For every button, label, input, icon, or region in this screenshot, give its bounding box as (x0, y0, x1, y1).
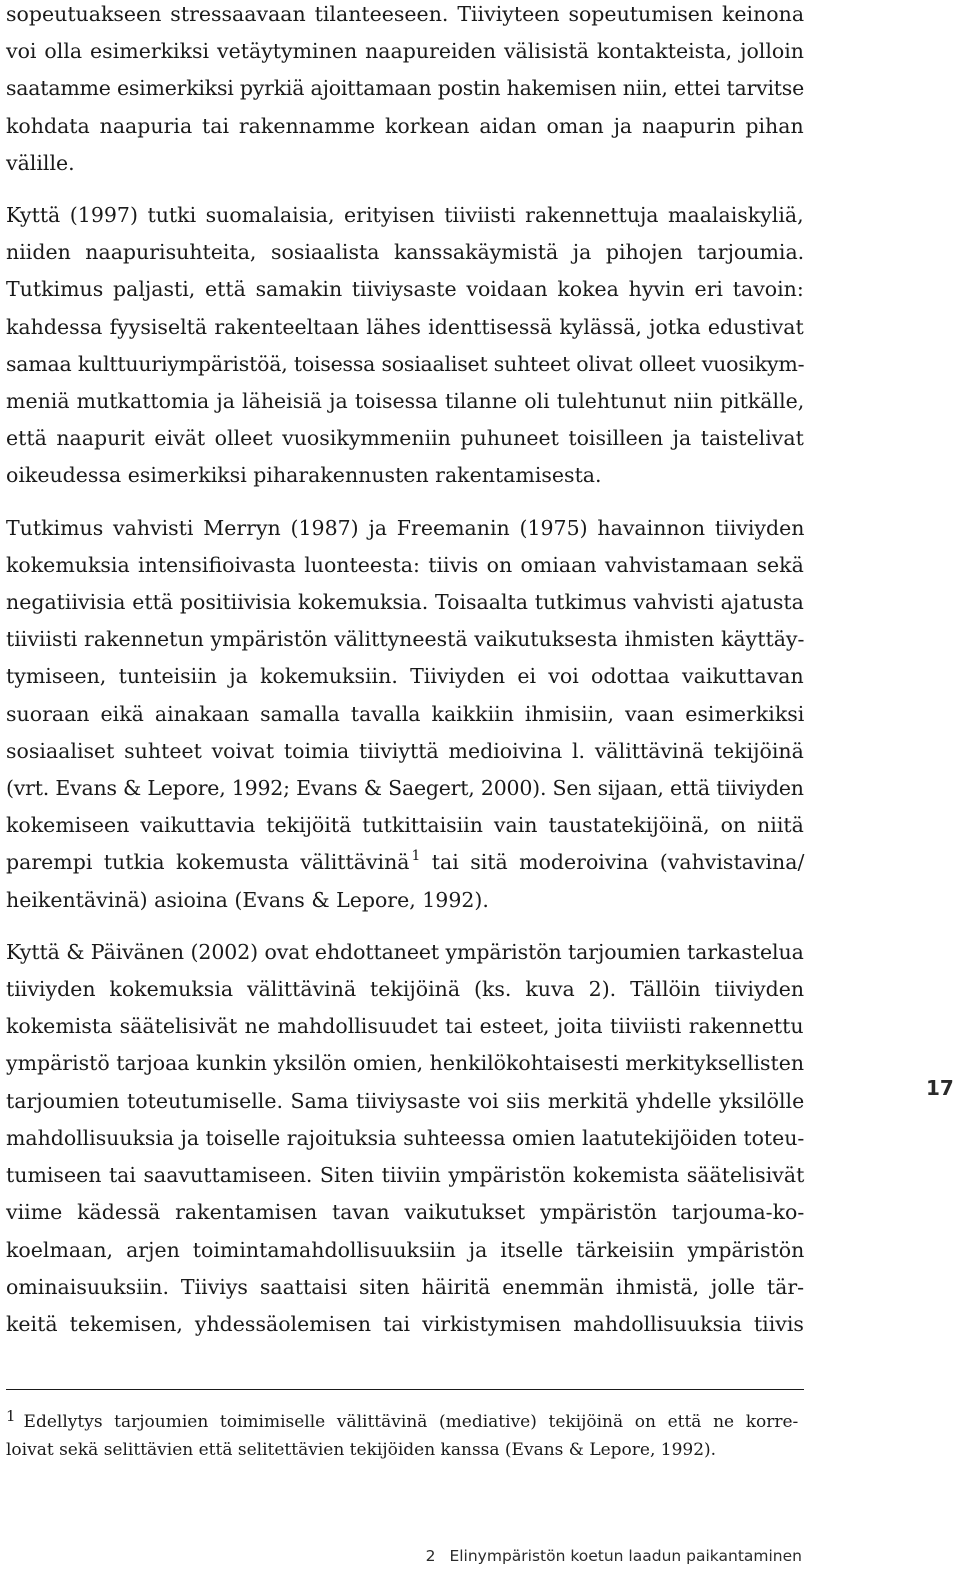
text-line: Kyttä & Päivänen (2002) ovat ehdottaneet ympäristön tarjoumien tarkastelua (6, 939, 804, 964)
text-line: kokemiseen vaikuttavia tekijöitä tutkittaisiin vain taustatekijöinä, on niitä (6, 813, 804, 838)
text-line: mahdollisuuksia ja toiselle rajoituksia suhteessa omien laatutekijöiden toteu- (6, 1125, 805, 1150)
text-line: voi olla esimerkiksi vetäytyminen naapureiden välisistä kontakteista, jolloin (6, 39, 805, 64)
footnote (6, 1402, 806, 1464)
text-line: sopeutuakseen stressaavaan tilanteeseen. Tiiviyteen sopeutumisen keinona (6, 2, 805, 26)
footnote-line (6, 1402, 806, 1436)
footnote-text: Edellytys tarjoumien toimimiselle välittävinä (mediative) tekijöinä on että ne korre- (23, 1412, 799, 1432)
text-line: meniä mutkattomia ja läheisiä ja toisessa tilanne oli tulehtunut niin pitkälle, (6, 389, 805, 414)
text-line: keitä tekemisen, yhdessäolemisen tai virkistymisen mahdollisuuksia tiivis (6, 1311, 804, 1336)
text-line: tymiseen, tunteisiin ja kokemuksiin. Tiiviyden ei voi odottaa vaikuttavan (6, 664, 804, 689)
chapter-title: Elinympäristön koetun laadun paikantaminen (449, 1547, 802, 1565)
text-line: tarjoumien toteutumiselle. Sama tiiviysaste voi siis merkitä yhdelle yksilölle (6, 1088, 805, 1113)
text-line: välille. (6, 150, 75, 175)
text-line: saatamme esimerkiksi pyrkiä ajoittamaan postin hakemisen niin, ettei tarvitse (6, 76, 805, 101)
text-line: koelmaan, arjen toimintamahdollisuuksiin ja itselle tärkeisiin ympäristön (6, 1237, 805, 1262)
text-line: kahdessa fyysiseltä rakenteeltaan lähes identtisessä kylässä, jotka edustivat (6, 314, 804, 339)
text-line: (vrt. Evans & Lepore, 1992; Evans & Saegert, 2000). Sen sijaan, että tiiviyden (6, 776, 804, 801)
text-line: niiden naapurisuhteita, sosiaalista kanssakäymistä ja pihojen tarjoumia. (6, 240, 805, 265)
text-line: heikentävinä) asioina (Evans & Lepore, 1992). (6, 887, 489, 912)
running-footer (426, 1547, 802, 1565)
paragraph-4 (6, 934, 806, 1343)
text-line: ympäristö tarjoaa kunkin yksilön omien, henkilökohtaisesti merkityksellisten (6, 1051, 805, 1076)
paragraph-2 (6, 197, 806, 495)
text-line: samaa kulttuuriympäristöä, toisessa sosiaaliset suhteet olivat olleet vuosikym- (6, 351, 805, 376)
text-line: kokemuksia intensifioivasta luonteesta: tiivis on omiaan vahvistamaan sekä (6, 552, 804, 577)
footnote-divider (6, 1389, 804, 1390)
text-line-start: parempi tutkia kokemusta välittävinä (6, 850, 410, 875)
text-line: kokemista säätelisivät ne mahdollisuudet tai esteet, joita tiiviisti rakennettu (6, 1014, 804, 1039)
text-line (6, 844, 806, 881)
footnote-marker: 1 (6, 1407, 16, 1425)
text-line: tiiviisti rakennetun ympäristön välittyneestä vaikutuksesta ihmisten käyttäy- (6, 627, 805, 652)
chapter-number: 2 (425, 1547, 436, 1565)
text-line: ominaisuuksiin. Tiiviys saattaisi siten häiritä enemmän ihmistä, jolle tär- (6, 1274, 805, 1299)
footnote-reference[interactable]: 1 (411, 848, 421, 865)
text-line: tumiseen tai saavuttamiseen. Siten tiiviin ympäristön kokemista säätelisivät (6, 1163, 805, 1188)
body-text (6, 0, 806, 1343)
text-line: negatiivisia että positiivisia kokemuksia. Toisaalta tutkimus vahvisti ajatusta (6, 590, 804, 615)
page-number: 17 (926, 1076, 954, 1100)
text-line: tiiviyden kokemuksia välittävinä tekijöinä (ks. kuva 2). Tällöin tiiviyden (6, 977, 805, 1002)
text-line: sosiaaliset suhteet voivat toimia tiiviyttä medioivina l. välittävinä tekijöinä (6, 738, 804, 763)
text-line: viime kädessä rakentamisen tavan vaikutukset ympäristön tarjouma-ko- (6, 1200, 805, 1225)
text-line: kohdata naapuria tai rakennamme korkean aidan oman ja naapurin pihan (6, 113, 804, 138)
paragraph-1 (6, 0, 806, 182)
text-line: suoraan eikä ainakaan samalla tavalla kaikkiin ihmisiin, vaan esimerkiksi (6, 701, 805, 726)
text-line-end: tai sitä moderoivina (vahvistavina/ (420, 850, 805, 875)
text-line: oikeudessa esimerkiksi piharakennusten rakentamisesta. (6, 463, 602, 488)
text-line: Tutkimus paljasti, että samakin tiiviysaste voidaan kokea hyvin eri tavoin: (6, 277, 804, 302)
paragraph-3 (6, 510, 806, 919)
text-line: että naapurit eivät olleet vuosikymmeniin puhuneet toisilleen ja taistelivat (6, 426, 804, 451)
text-line: Kyttä (1997) tutki suomalaisia, erityisen tiiviisti rakennettuja maalaiskyliä, (6, 203, 804, 228)
footnote-line: loivat sekä selittävien että selitettävien tekijöiden kanssa (Evans & Lepore, 1992). (6, 1440, 717, 1460)
text-line: Tutkimus vahvisti Merryn (1987) ja Freemanin (1975) havainnon tiiviyden (6, 515, 805, 540)
